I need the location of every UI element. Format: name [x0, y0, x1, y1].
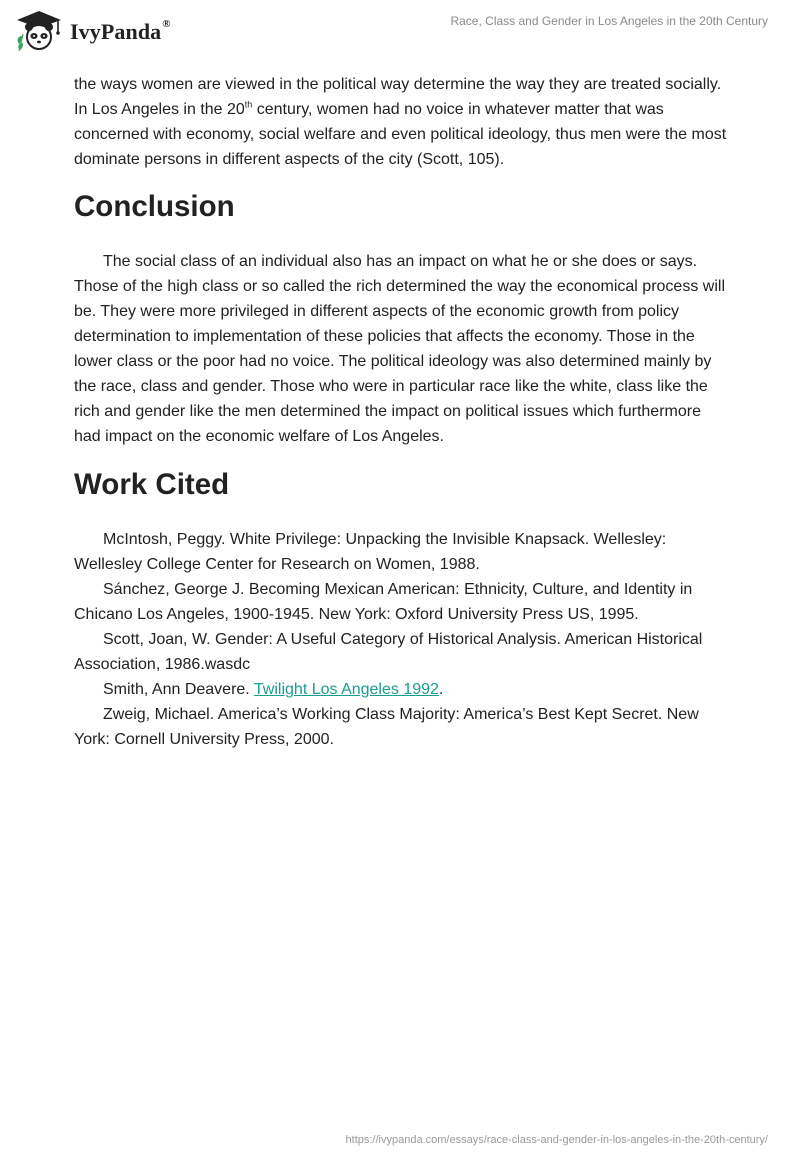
conclusion-paragraph: The social class of an individual also has an impact on what he or she does or says. Those of the high class or so called the rich determined the way the economical process will be. They were more privileged in different aspects of the economic growth from policy determination to implementation of these policies that affects the economy. Those in the lower class or the poor had no voice. The political ideology was also determined mainly by the race, class and gender. Those who were in particular race like the white, class like the rich and gender like the men determined the impact on political issues which furthermore had impact on the economic welfare of Los Angeles. — [74, 253, 725, 445]
twilight-los-angeles-link[interactable]: Twilight Los Angeles 1992 — [253, 681, 439, 698]
intro-paragraph: the ways women are viewed in the political way determine the way they are treated socially. In Los Angeles in the 20th century, women had no voice in whatever matter that was concerned with economy, social welfare and even political ideology, thus men were the most dominate persons in different aspects of the city (Scott, 105). — [74, 76, 727, 168]
reference-item: Zweig, Michael. America’s Working Class Majority: America’s Best Kept Secret. New York: Cornell University Press, 2000. — [74, 706, 699, 748]
brand-name: IvyPanda® — [70, 17, 171, 44]
conclusion-heading: Conclusion — [74, 190, 235, 223]
reference-item-smith: Smith, Ann Deavere. Twilight Los Angeles 1992. — [103, 681, 444, 698]
document-body — [74, 72, 728, 752]
ivypanda-logo[interactable] — [14, 10, 171, 52]
reference-item: Sánchez, George J. Becoming Mexican American: Ethnicity, Culture, and Identity in Chicano Los Angeles, 1900-1945. New York: Oxford University Press US, 1995. — [74, 581, 693, 623]
footer-url[interactable]: https://ivypanda.com/essays/race-class-and-gender-in-los-angeles-in-the-20th-century/ — [345, 1134, 768, 1146]
reference-item: Scott, Joan, W. Gender: A Useful Category of Historical Analysis. American Historical Association, 1986.wasdc — [74, 631, 703, 673]
panda-graduate-icon — [14, 10, 64, 52]
reference-item: McIntosh, Peggy. White Privilege: Unpacking the Invisible Knapsack. Wellesley: Wellesley College Center for Research on Women, 1988. — [74, 531, 667, 573]
page-header — [0, 0, 800, 70]
running-title: Race, Class and Gender in Los Angeles in the 20th Century — [450, 14, 768, 28]
work-cited-heading: Work Cited — [74, 468, 230, 501]
